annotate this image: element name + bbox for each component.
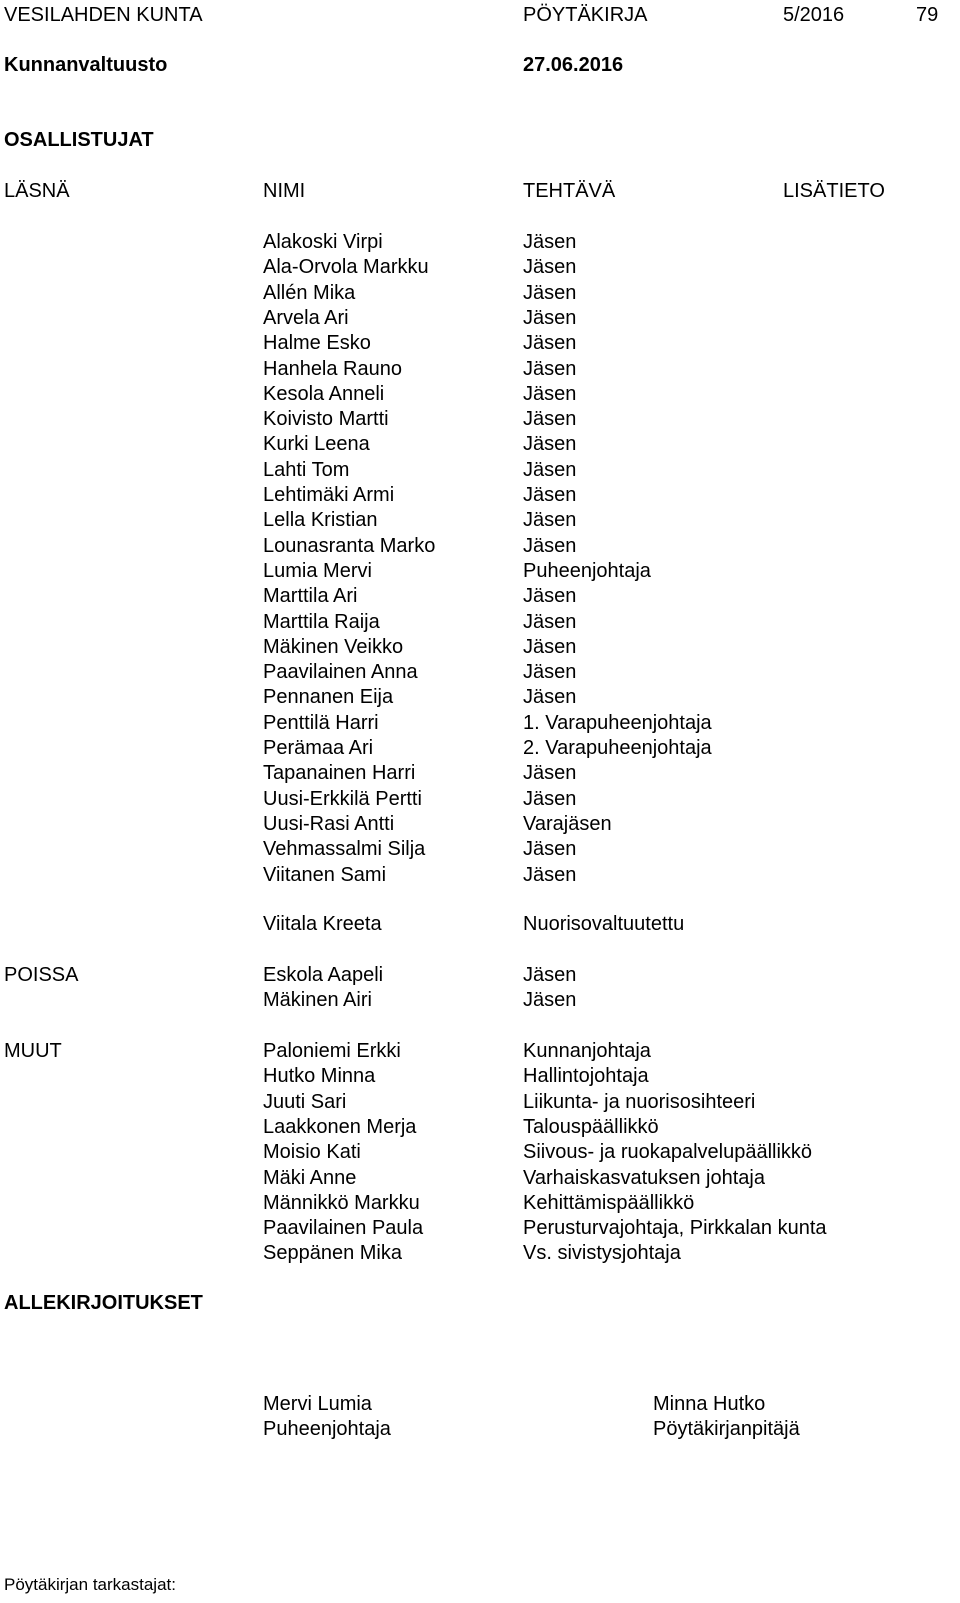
- person-name: Halme Esko: [263, 332, 371, 355]
- person-role: Jäsen: [523, 332, 577, 355]
- person-role: Jäsen: [523, 281, 577, 304]
- person-name: Mäkinen Veikko: [263, 635, 404, 658]
- person-name: Ala-Orvola Markku: [263, 256, 429, 279]
- person-role: Varajäsen: [523, 812, 612, 835]
- person-name: Lehtimäki Armi: [263, 484, 395, 506]
- column-header-present: LÄSNÄ: [4, 180, 70, 202]
- person-name: Kesola Anneli: [263, 382, 385, 405]
- person-name: Laakkonen Merja: [263, 1115, 417, 1138]
- person-role: Jäsen: [523, 585, 577, 608]
- person-name: Männikkö Markku: [263, 1191, 420, 1214]
- person-name: Lella Kristian: [263, 509, 378, 532]
- person-name: Paavilainen Anna: [263, 661, 418, 684]
- person-name: Seppänen Mika: [263, 1242, 402, 1265]
- person-role: Vs. sivistysjohtaja: [523, 1242, 681, 1265]
- person-name: Hutko Minna: [263, 1065, 376, 1088]
- person-name: Viitanen Sami: [263, 863, 387, 886]
- person-role: Puheenjohtaja: [523, 559, 651, 582]
- person-role: Jäsen: [523, 661, 577, 684]
- person-role: Liikunta- ja nuorisosihteeri: [523, 1090, 756, 1113]
- section-title: OSALLISTUJAT: [4, 129, 154, 151]
- meeting-date: 27.06.2016: [523, 54, 624, 76]
- inspectors-label: Pöytäkirjan tarkastajat:: [4, 1575, 176, 1594]
- others-label: MUUT: [4, 1040, 62, 1062]
- person-role: Jäsen: [523, 762, 577, 785]
- person-role: Jäsen: [523, 686, 577, 709]
- person-role: Jäsen: [523, 787, 577, 810]
- municipality-name: VESILAHDEN KUNTA: [4, 4, 203, 26]
- absent-label: POISSA: [4, 964, 79, 986]
- person-role: Talouspäällikkö: [523, 1115, 659, 1138]
- person-name: Tapanainen Harri: [263, 762, 416, 785]
- person-name: Marttila Raija: [263, 610, 380, 633]
- person-role: Jäsen: [523, 256, 577, 279]
- person-name: Mäki Anne: [263, 1166, 357, 1189]
- person-name: Koivisto Martti: [263, 408, 389, 431]
- person-name: Marttila Ari: [263, 585, 358, 608]
- person-name: Penttilä Harri: [263, 711, 379, 734]
- person-name: Kurki Leena: [263, 433, 370, 456]
- person-role: Jäsen: [523, 534, 577, 557]
- person-role: Jäsen: [523, 964, 577, 986]
- person-role: Siivous- ja ruokapalvelupäällikkö: [523, 1141, 813, 1164]
- person-role: Kunnanjohtaja: [523, 1040, 651, 1062]
- person-role: 1. Varapuheenjohtaja: [523, 711, 712, 734]
- person-role: Jäsen: [523, 382, 577, 405]
- person-role: Jäsen: [523, 458, 577, 481]
- signature-title-secretary: Pöytäkirjanpitäjä: [653, 1418, 800, 1440]
- column-header-info: LISÄTIETO: [783, 180, 885, 202]
- person-name: Vehmassalmi Silja: [263, 838, 426, 861]
- person-name: Lahti Tom: [263, 458, 350, 481]
- person-role: Jäsen: [523, 989, 577, 1012]
- person-name: Paavilainen Paula: [263, 1217, 424, 1240]
- person-name: Uusi-Erkkilä Pertti: [263, 787, 422, 810]
- person-role: 2. Varapuheenjohtaja: [523, 737, 712, 759]
- body-name: Kunnanvaltuusto: [4, 54, 168, 76]
- person-name: Lumia Mervi: [263, 559, 372, 582]
- person-role: Perusturvajohtaja, Pirkkalan kunta: [523, 1217, 827, 1240]
- document-type: PÖYTÄKIRJA: [523, 4, 648, 26]
- person-name: Perämaa Ari: [263, 737, 374, 759]
- person-role: Jäsen: [523, 863, 577, 886]
- person-name: Allén Mika: [263, 281, 356, 304]
- person-name: Pennanen Eija: [263, 686, 394, 709]
- signature-name-secretary: Minna Hutko: [653, 1393, 766, 1415]
- signature-name-chair: Mervi Lumia: [263, 1393, 372, 1415]
- page-number: 79: [916, 4, 939, 26]
- person-role: Jäsen: [523, 433, 577, 456]
- document-number: 5/2016: [783, 4, 845, 26]
- person-role: Kehittämispäällikkö: [523, 1191, 695, 1214]
- person-role: Jäsen: [523, 635, 577, 658]
- person-name: Moisio Kati: [263, 1141, 361, 1164]
- person-role: Jäsen: [523, 838, 577, 861]
- signature-title-chair: Puheenjohtaja: [263, 1418, 391, 1440]
- person-name: Alakoski Virpi: [263, 231, 383, 253]
- column-header-name: NIMI: [263, 180, 306, 202]
- column-header-role: TEHTÄVÄ: [523, 180, 616, 202]
- person-name: Hanhela Rauno: [263, 357, 402, 380]
- youth-role: Nuorisovaltuutettu: [523, 913, 685, 935]
- person-name: Lounasranta Marko: [263, 534, 436, 557]
- person-role: Hallintojohtaja: [523, 1065, 649, 1088]
- person-role: Jäsen: [523, 306, 577, 329]
- signatures-title: ALLEKIRJOITUKSET: [4, 1292, 203, 1314]
- person-name: Arvela Ari: [263, 306, 349, 329]
- person-role: Varhaiskasvatuksen johtaja: [523, 1166, 765, 1189]
- person-role: Jäsen: [523, 610, 577, 633]
- person-name: Juuti Sari: [263, 1090, 347, 1113]
- person-role: Jäsen: [523, 484, 577, 506]
- person-role: Jäsen: [523, 231, 577, 253]
- person-name: Paloniemi Erkki: [263, 1040, 401, 1062]
- person-role: Jäsen: [523, 509, 577, 532]
- person-role: Jäsen: [523, 408, 577, 431]
- person-name: Eskola Aapeli: [263, 964, 384, 986]
- person-name: Uusi-Rasi Antti: [263, 812, 395, 835]
- person-role: Jäsen: [523, 357, 577, 380]
- youth-name: Viitala Kreeta: [263, 913, 382, 935]
- person-name: Mäkinen Airi: [263, 989, 372, 1012]
